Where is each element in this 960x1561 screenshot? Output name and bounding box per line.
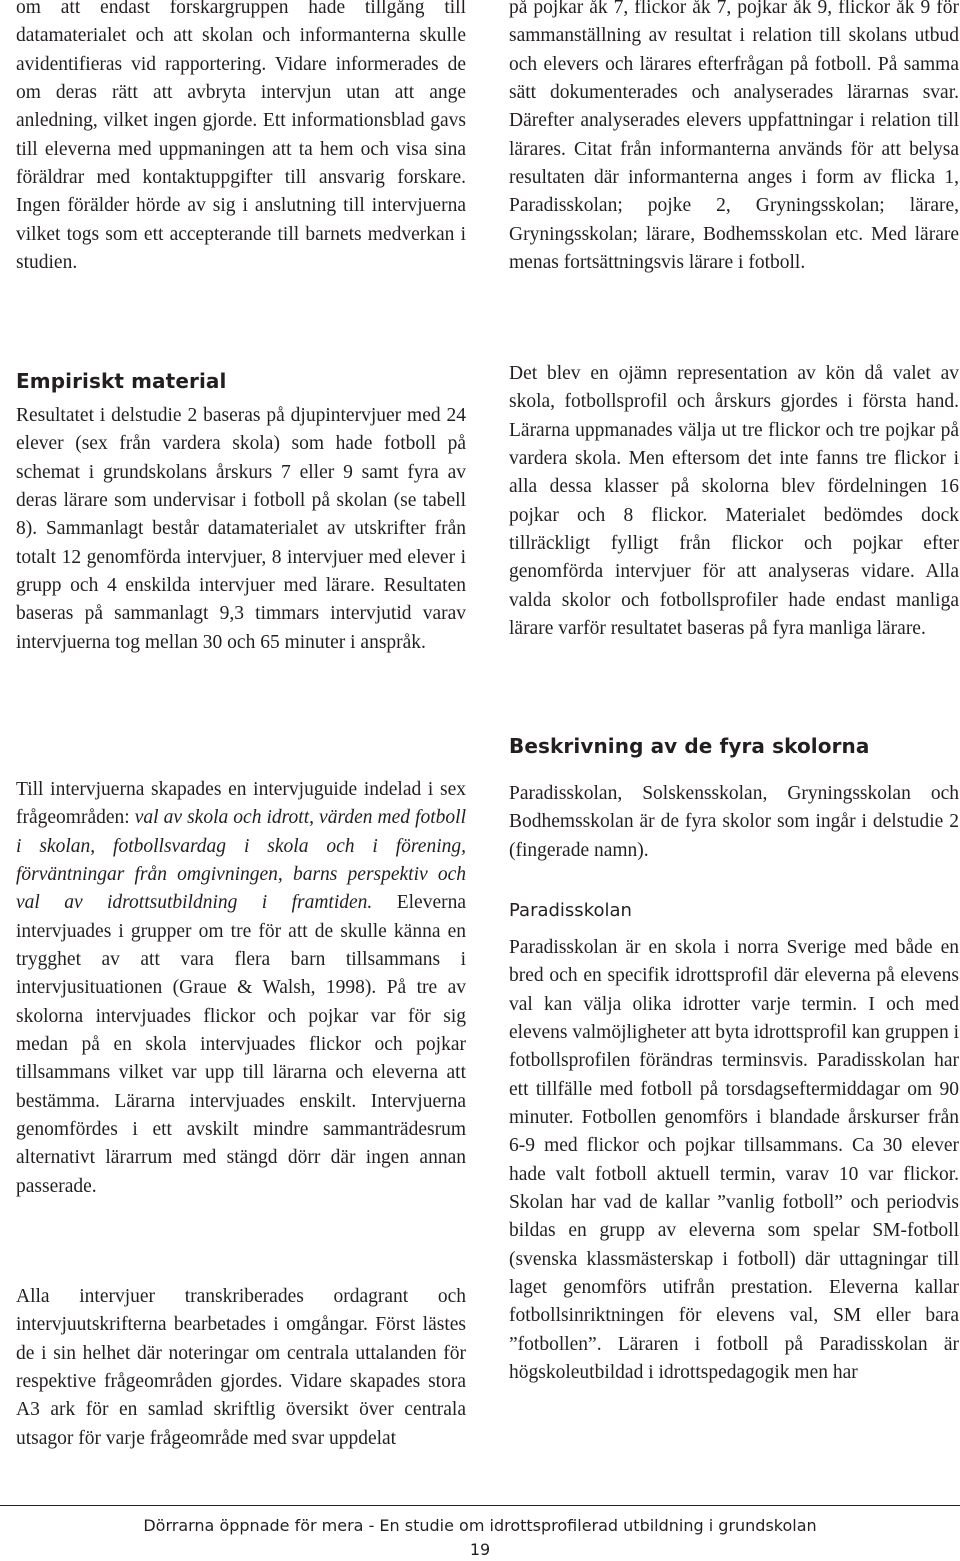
paragraph-transkriberades: Alla intervjuer transkriberades ordagrant och intervjuutskrifterna bearbetades i omgångar. Först lästes de i sin helhet där noteringar om centrala uttalanden för respektive frågeområden gjordes. Vidare skapades stora A3 ark för en samlad skriftlig översikt över centrala utsagor för varje frågeområde med svar uppdelat bbox=[16, 1286, 466, 1449]
section-heading-beskrivning bbox=[509, 734, 959, 758]
paragraph-resultatet: Resultatet i delstudie 2 baseras på djupintervjuer med 24 elever (sex från vardera skola) som hade fotboll på schemat i grundskolans årskurs 7 eller 9 samt fyra av deras lärare som undervisar i fotboll på skolan (se tabell 8). Sammanlagt består datamaterialet av utskrifter från totalt 12 genomförda intervjuer, 8 intervjuer med elever i grupp och 4 enskilda intervjuer med lärare. Resultaten baseras på sammanlagt 9,3 timmars intervjutid varav intervjuerna tog mellan 30 och 65 minuter i anspråk. bbox=[16, 405, 466, 653]
heading-beskrivning-skolorna: Beskrivning av de fyra skolorna bbox=[509, 734, 870, 758]
left-intro-block bbox=[16, 0, 466, 277]
left-p3-block bbox=[16, 1283, 466, 1453]
paragraph-ojamn-representation: Det blev en ojämn representation av kön då valet av skola, fotbollsprofil och årskurs gjordes i första hand. Lärarna uppmanades välja ut tre flickor och tre pojkar på vardera skola. Men eftersom det inte fanns tre flickor i alla dessa klasser på skolorna blev fördelningen 16 pojkar och 8 flickor. Materialet bedömdes dock tillräckligt fylligt från flickor och pojkar efter genomförda intervjuer för att analyseras vidare. Alla valda skolor och fotbollsprofiler hade endast manliga lärare varför resultatet baseras på fyra manliga lärare. bbox=[509, 363, 959, 640]
subheading-paradisskolan: Paradisskolan bbox=[509, 900, 632, 921]
p2-end-text: Eleverna intervjuades i grupper om tre för att de skulle känna en trygghet av att vara flera barn tillsammans i intervjusituationen (Graue & Walsh, 1998). På tre av skolorna intervjuades flickor och pojkar var för sig medan på en skola intervjuades flickor och pojkar tillsammans vilket var upp till lärarna och eleverna att bestämma. Lärarna intervjuades enskilt. Intervjuerna genomfördes i ett avskilt mindre sammanträdesrum alternativt lärarrum med stängd dörr där ingen annan passerade. bbox=[16, 892, 466, 1197]
footer-running-title: Dörrarna öppnade för mera - En studie om idrottsprofilerad utbildning i grundskolan bbox=[143, 1516, 817, 1535]
left-p2-block bbox=[16, 776, 466, 1201]
subheading-paradisskolan-block bbox=[509, 900, 959, 921]
right-intro-paragraph: på pojkar åk 7, flickor åk 7, pojkar åk 9, flickor åk 9 för sammanställning av resultat i relation till skolans utbud och elevers och lärares efterfrågan på fotboll. På samma sätt dokumenterades och analyserades lärarnas svar. Därefter analyserades elevers uppfattningar i relation till lärares. Citat från informanterna används för att belysa resultaten där informanterna anges i form av flicka 1, Paradisskolan; pojke 2, Gryningsskolan; lärare, Gryningsskolan; lärare, Bodhemsskolan etc. Med lärare menas fortsättningsvis lärare i fotboll. bbox=[509, 0, 959, 274]
footer-divider bbox=[0, 1505, 960, 1506]
left-intro-paragraph: om att endast forskargruppen hade tillgång till datamaterialet och att skolan och informanterna skulle avidentifieras vid rapportering. Vidare informerades de om deras rätt att avbryta intervjun utan att ange anledning, vilket ingen gjorde. Ett informationsblad gavs till eleverna med uppmaningen att ta hem och visa sina föräldrar med kontaktuppgifter till ansvarig forskare. Ingen förälder hörde av sig i anslutning till intervjuerna vilket togs som ett accepterande till barnets medverkan i studien. bbox=[16, 0, 466, 274]
section-heading-empiriskt bbox=[16, 369, 466, 393]
right-p1-block bbox=[509, 360, 959, 643]
page-number: 19 bbox=[469, 1540, 491, 1559]
heading-empiriskt-material: Empiriskt material bbox=[16, 369, 227, 393]
right-intro-block bbox=[509, 0, 959, 277]
p2-start-text: Till intervjuerna skapades en intervjuguide indelad i sex frågeområden: bbox=[16, 779, 466, 829]
left-p1-block bbox=[16, 402, 466, 657]
paragraph-paradisskolan: Paradisskolan är en skola i norra Sverige med både en bred och en specifik idrottsprofil där eleverna på elevens val kan välja olika idrotter varje termin. I och med elevens valmöjligheter att byta idrottsprofil kan gruppen i fotbollsprofilen förändras terminsvis. Paradisskolan har ett tillfälle med fotboll på torsdagseftermiddagar om 90 minuter. Fotbollen genomförs i blandade årskurser från 6-9 med flickor och pojkar tillsammans. Ca 30 elever hade valt fotboll aktuell termin, varav 10 var flickor. Skolan har vad de kallar ”vanlig fotboll” och periodvis bildas en grupp av eleverna som spelar SM-fotboll (svenska klassmästerskap i fotboll) där uttagningar till laget genomförs utifrån prestation. Eleverna kallar fotbollsinriktningen för elevens val, SM eller bara ”fotbollen”. Läraren i fotboll på Paradisskolan är högskoleutbildad i idrottspedagogik men har bbox=[509, 937, 960, 1384]
p2-italic-topics: val av skola och idrott, värden med fotboll i skolan, fotbollsvardag i skola och i förening, förväntningar från omgivningen, barns perspektiv och val av idrottsutbildning i framtiden. bbox=[16, 807, 467, 914]
right-p2-block bbox=[509, 780, 959, 865]
paragraph-intervjuguide bbox=[16, 776, 466, 1201]
paragraph-fyra-skolor: Paradisskolan, Solskensskolan, Gryningsskolan och Bodhemsskolan är de fyra skolor som ingår i delstudie 2 (fingerade namn). bbox=[509, 783, 959, 861]
right-p3-block bbox=[509, 934, 959, 1388]
